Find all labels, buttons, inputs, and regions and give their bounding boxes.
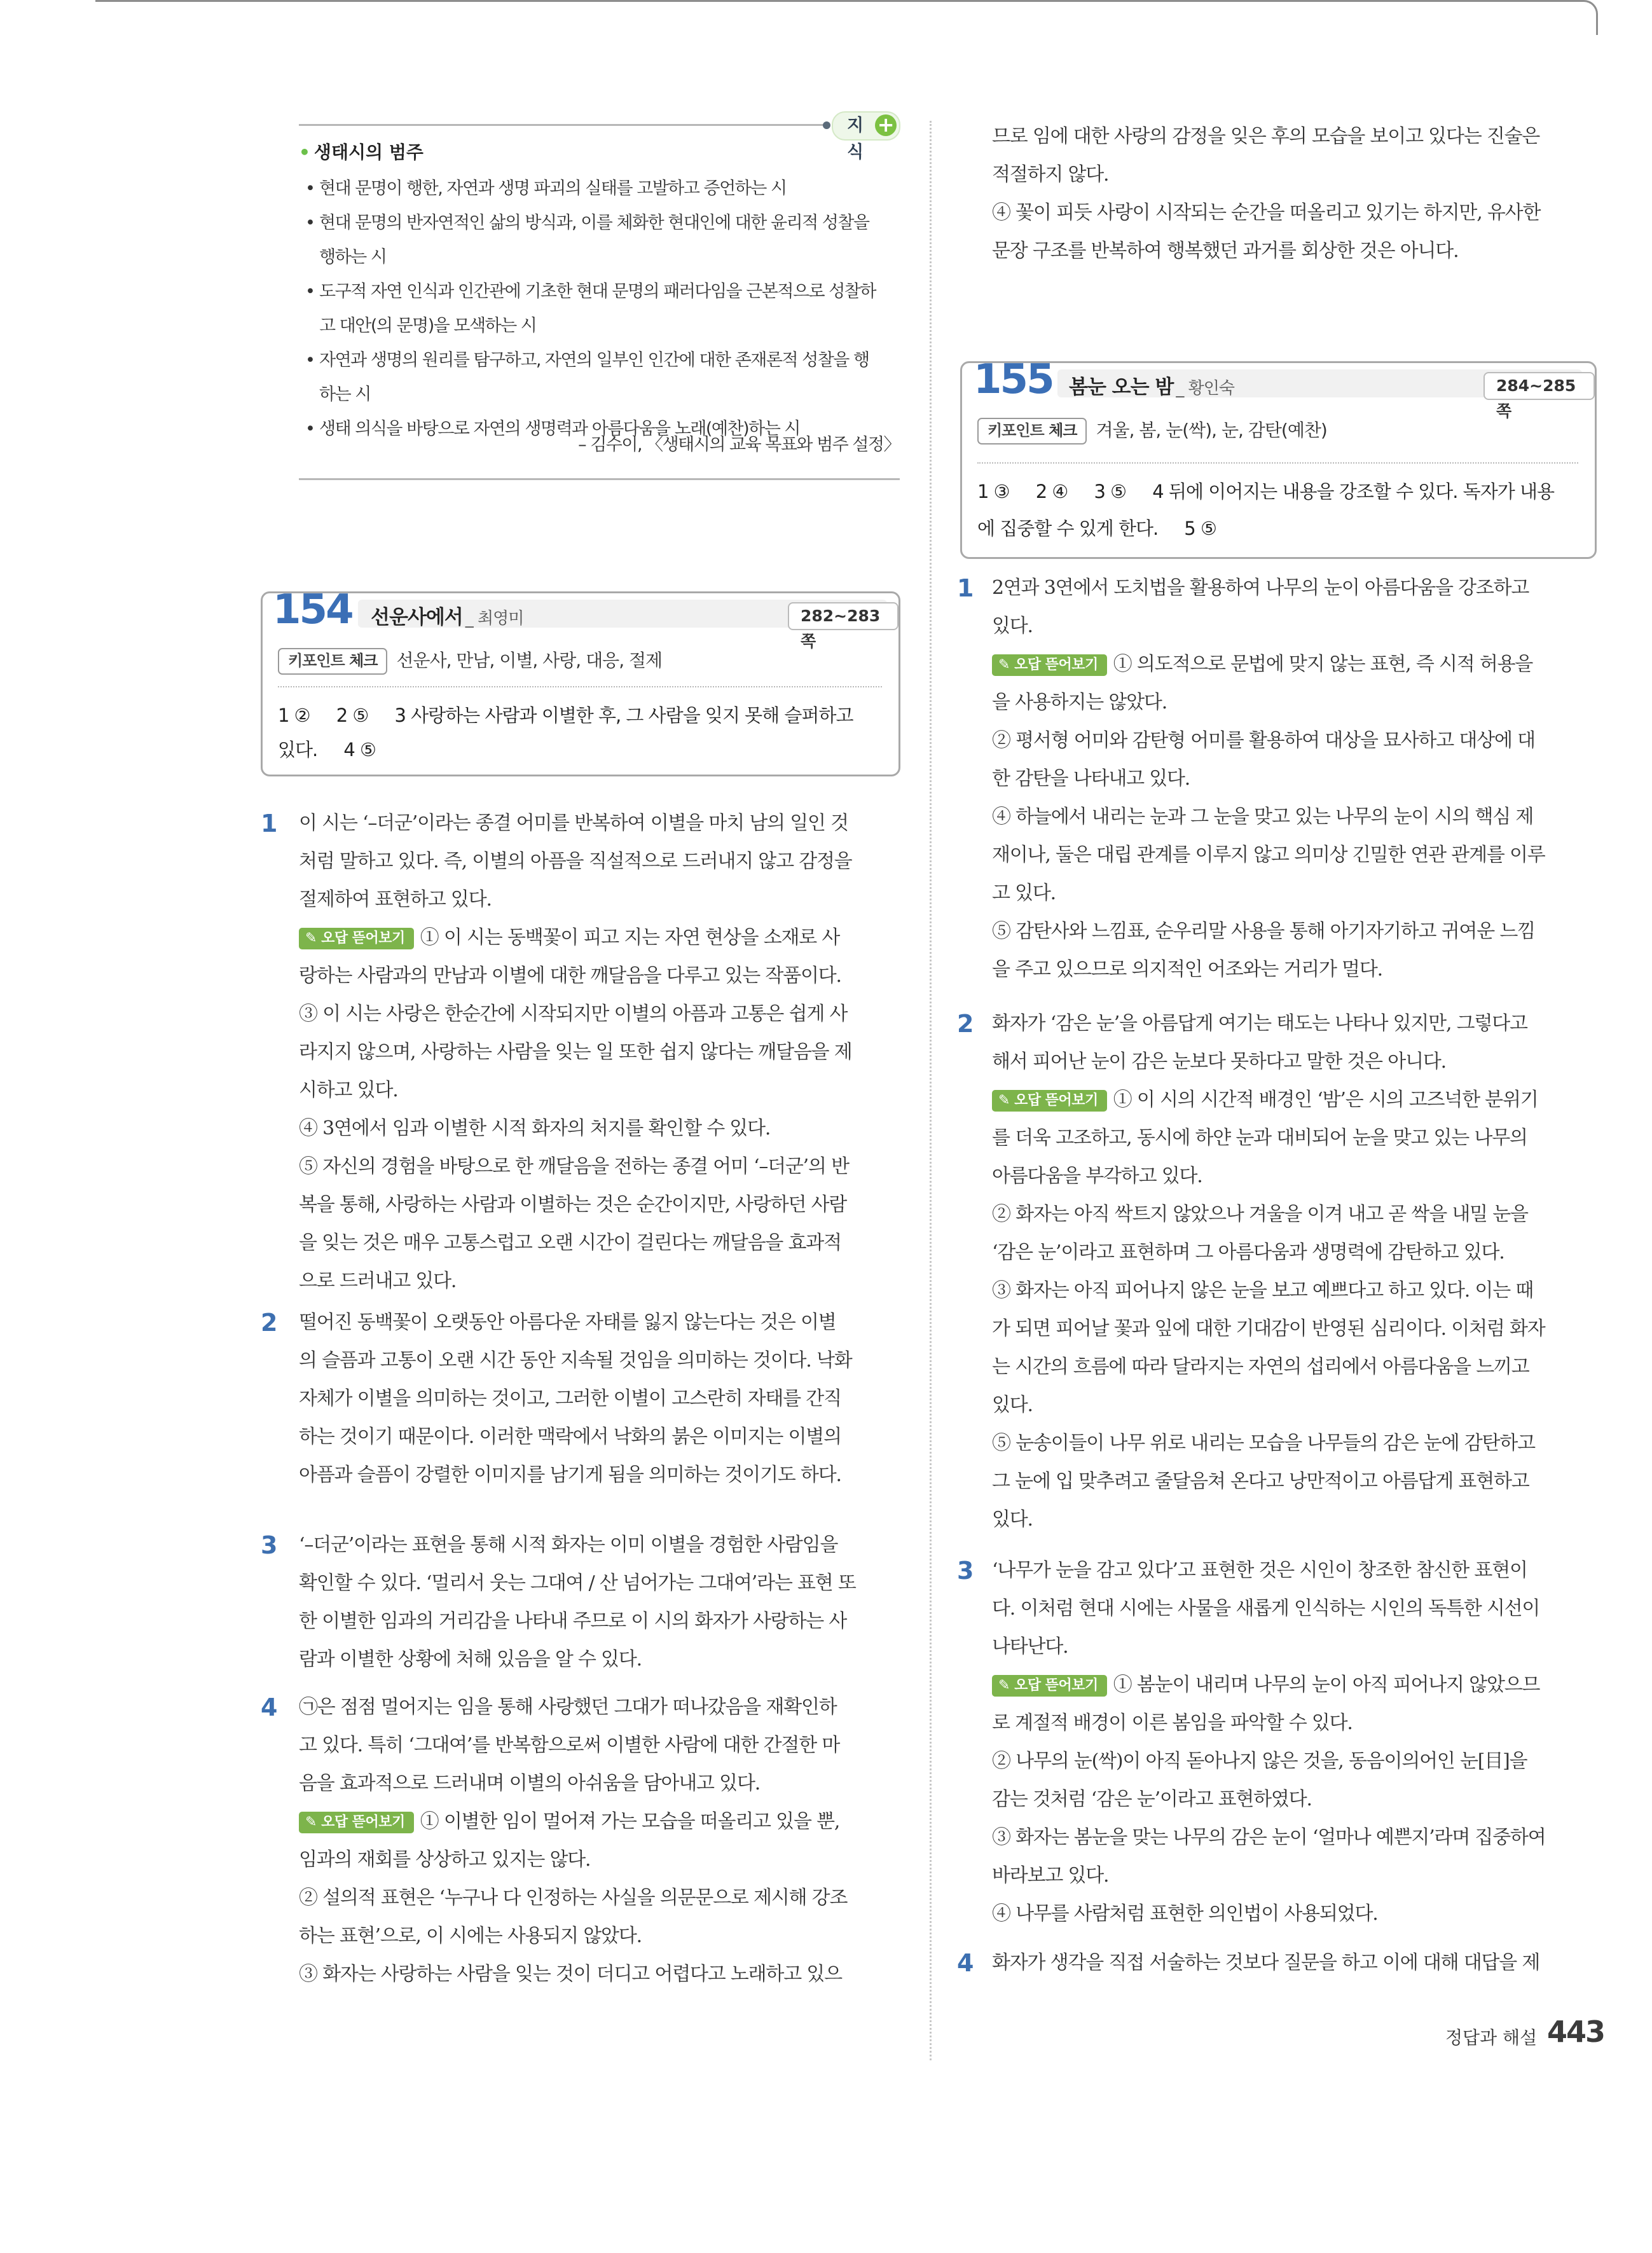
text-span: ① 봄눈이 내리며 나무의 눈이 아직 피어나지 않았으므 [1113,1674,1540,1696]
text-line: 므로 임에 대한 사랑의 감정을 잊은 후의 모습을 보이고 있다는 진술은 [992,125,1540,148]
text-line [299,1071,903,1110]
poem-author: _ 황인숙 [1176,379,1234,398]
text-line: 적절하지 않다. [992,163,1109,186]
text-span: 라지지 않으며, 사랑하는 사람을 잊는 일 또한 쉽지 않다는 깨달음을 제 [299,1041,852,1063]
explanation-item [957,1005,1596,1539]
text-span: 떨어진 동백꽃이 오랫동안 아름다운 자태를 잃지 않는다는 것은 이별 [299,1311,836,1333]
text-line [299,957,903,995]
text-line [992,1195,1596,1234]
plus-icon: + [875,114,897,136]
text-span: 재이나, 둘은 대립 관계를 이루지 않고 의미상 긴밀한 연관 관계를 이루 [992,844,1545,866]
text-span: 절제하여 표현하고 있다. [299,888,492,911]
text-span: 를 더욱 고조하고, 동시에 하얀 눈과 대비되어 눈을 맞고 있는 나무의 [992,1127,1527,1149]
text-line [299,1917,903,1955]
knowledge-badge-label: 지식 [847,116,864,162]
item-number: 2 [957,1010,974,1038]
text-span: 의 슬픔과 고통이 오랜 시간 동안 지속될 것임을 의미하는 것이다. 낙화 [299,1349,852,1372]
text-line [992,1272,1596,1310]
text-span: 는 시간의 흐름에 따라 달라지는 자연의 섭리에서 아름다움을 느끼고 [992,1356,1529,1378]
text-line [299,1342,903,1380]
text-span: 을 잊는 것은 매우 고통스럽고 오랜 시간이 걸린다는 깨달음을 효과적 [299,1232,841,1254]
text-span: 한 이별한 임과의 거리감을 나타내 주므로 이 시의 화자가 사랑하는 사 [299,1610,847,1632]
answer-number: 155 [974,356,1053,403]
answer-number: 154 [273,586,352,633]
text-line [299,1602,903,1641]
text-line [992,1386,1596,1424]
odap-badge: ✎ 오답 뜯어보기 [992,1675,1107,1697]
text-span: 을 주고 있으므로 의지적인 어조와는 거리가 멀다. [992,958,1382,981]
text-span: ⑤ 눈송이들이 나무 위로 내리는 모습을 나무들의 감은 눈에 감탄하고 [992,1432,1535,1454]
answer-box-154 [261,586,900,776]
answer-box-155 [960,356,1597,559]
text-span: 하는 것이기 때문이다. 이러한 맥락에서 낙화의 붉은 이미지는 이별의 [299,1426,841,1448]
text-span: 화자가 ‘감은 눈’을 아름답게 여기는 태도는 나타나 있지만, 그렇다고 [992,1012,1527,1035]
text-line [299,1526,903,1564]
item-number: 3 [261,1531,277,1559]
text-line [299,843,903,881]
item-body [299,1688,903,1994]
text-span: 있다. [992,615,1033,637]
text-line: ④ 꽃이 피듯 사랑이 시작되는 순간을 떠올리고 있기는 하지만, 유사한 [992,202,1541,224]
text-line [992,1463,1596,1501]
text-line [992,1234,1596,1272]
keypoint-badge-b: 체크 [349,652,378,670]
text-span: 고 있다. 특히 ‘그대여’를 반복함으로써 이별한 사람에 대한 간절한 마 [299,1734,840,1756]
text-span: 하는 표현’으로, 이 시에는 사용되지 않았다. [299,1925,642,1947]
text-span: 바라보고 있다. [992,1864,1109,1887]
text-line [299,919,903,957]
text-line [299,995,903,1033]
text-span: 으로 드러내고 있다. [299,1270,457,1292]
item-number: 1 [957,574,974,602]
poem-title: 봄눈 오는 밤 [1069,376,1174,399]
text-span: 자체가 이별을 의미하는 것이고, 그러한 이별이 고스란히 자태를 간직 [299,1388,841,1410]
text-span: 한 감탄을 나타내고 있다. [992,768,1190,790]
text-span: ‘–더군’이라는 표현을 통해 시적 화자는 이미 이별을 경험한 사람임을 [299,1534,838,1556]
poem-title: 선운사에서 [371,606,463,629]
knowledge-item-cont: 행하는 시 [319,247,387,267]
odap-badge: ✎ 오답 뜯어보기 [992,654,1107,676]
odap-badge: ✎ 오답 뜯어보기 [299,1812,414,1833]
text-span: 랑하는 사람과의 만남과 이별에 대한 깨달음을 다루고 있는 작품이다. [299,965,841,987]
text-line [992,1590,1596,1628]
text-span: 나타난다. [992,1636,1068,1658]
page-range-badge: 282~283쪽 [788,602,898,630]
text-line [992,722,1596,760]
text-line [992,1666,1596,1704]
text-line [992,874,1596,913]
text-span: 복을 통해, 사랑하는 사람과 이별하는 것은 순간이지만, 사랑하던 사람 [299,1194,847,1216]
text-span: 감는 것처럼 ‘감은 눈’이라고 표현하였다. [992,1788,1312,1810]
knowledge-title-text: 생태시의 범주 [313,142,423,163]
text-span: 있다. [992,1508,1033,1531]
text-span: ① 이별한 임이 멀어져 가는 모습을 떠올리고 있을 뿐, [420,1810,840,1833]
knowledge-item: • 생태 의식을 바탕으로 자연의 생명력과 아름다움을 노래(예찬)하는 시 [299,412,900,446]
text-span: ⑤ 감탄사와 느낌표, 순우리말 사용을 통해 아기자기하고 귀여운 느낌 [992,920,1535,942]
text-line [299,1224,903,1262]
text-line: 문장 구조를 반복하여 행복했던 과거를 회상한 것은 아니다. [992,240,1459,262]
keypoint-badge [977,418,1087,444]
text-span: 임과의 재회를 상상하고 있지는 않다. [299,1849,591,1871]
text-line [992,1501,1596,1539]
knowledge-rule [299,124,827,126]
text-span: ‘나무가 눈을 감고 있다’고 표현한 것은 시인이 창조한 참신한 표현이 [992,1559,1527,1581]
explanation-item [261,1526,903,1679]
bullet-dot-icon: • [299,142,310,163]
knowledge-item: • 현대 문명이 행한, 자연과 생명 파괴의 실태를 고발하고 증언하는 시 [299,172,900,206]
poem-author: _ 최영미 [465,609,524,628]
text-span: 아름다움을 부각하고 있다. [992,1165,1202,1187]
text-span: ① 이 시의 시간적 배경인 ‘밤’은 시의 고즈넉한 분위기 [1113,1089,1538,1111]
knowledge-list [299,172,900,446]
knowledge-item-cont: 하는 시 [319,385,371,404]
item-body [299,1526,903,1679]
text-line [299,1879,903,1917]
text-line [992,569,1596,607]
keypoint-badge-b: 체크 [1049,422,1077,439]
explanation-item [957,1552,1596,1933]
footer-label: 정답과 해설 [1445,2027,1538,2048]
keywords: 선운사, 만남, 이별, 사랑, 대응, 절제 [396,650,663,671]
item-number: 4 [957,1949,974,1977]
answer-title [1069,371,1234,399]
text-line [992,1119,1596,1157]
text-span: ③ 화자는 봄눈을 맞는 나무의 감은 눈이 ‘얼마나 예쁜지’라며 집중하여 [992,1826,1546,1849]
text-line [992,1857,1596,1895]
text-span: 로 계절적 배경이 이른 봄임을 파악할 수 있다. [992,1712,1353,1734]
text-line [299,1262,903,1300]
answer-line: 있다. 4 ⑤ [278,739,376,761]
answer-line: 1 ③ 2 ④ 3 ⑤ 4 뒤에 이어지는 내용을 강조할 수 있다. 독자가 내용 [977,481,1554,502]
text-line [299,1641,903,1679]
text-span: ② 나무의 눈(싹)이 아직 돋아나지 않은 것을, 동음이의어인 눈[目]을 [992,1750,1527,1772]
keywords: 겨울, 봄, 눈(싹), 눈, 감탄(예찬) [1096,420,1327,441]
continuation-text [992,118,1540,270]
text-span: ② 평서형 어미와 감탄형 어미를 활용하여 대상을 묘사하고 대상에 대 [992,729,1535,752]
text-span: ③ 이 시는 사랑은 한순간에 시작되지만 이별의 아픔과 고통은 쉽게 사 [299,1003,848,1025]
keypoint-badge-a: 키포인트 [288,652,350,670]
item-body [299,1304,903,1494]
text-line [992,1348,1596,1386]
text-line [299,804,903,843]
page-frame [95,0,1598,35]
text-line [299,1148,903,1186]
text-span: 있다. [992,1394,1033,1416]
knowledge-item: • 현대 문명의 반자연적인 삶의 방식과, 이를 체화한 현대인에 대한 윤리적 성찰을 [299,206,900,240]
text-line [992,645,1596,684]
knowledge-source: – 김수이, 〈생태시의 교육 목표와 범주 설정〉 [578,435,900,455]
item-body [299,804,903,1300]
text-span: 화자가 생각을 직접 서술하는 것보다 질문을 하고 이에 대해 대답을 제 [992,1952,1540,1974]
knowledge-bottom-rule [299,478,900,480]
text-span: ④ 나무를 사람처럼 표현한 의인법이 사용되었다. [992,1903,1378,1925]
page-range-badge: 284~285쪽 [1483,372,1595,400]
text-span: 가 되면 피어날 꽃과 잎에 대한 기대감이 반영된 심리이다. 이처럼 화자 [992,1318,1545,1340]
text-line [299,1726,903,1765]
text-line [992,1742,1596,1781]
text-span: ② 화자는 아직 싹트지 않았으나 겨울을 이겨 내고 곧 싹을 내밀 눈을 [992,1203,1528,1225]
text-span: 을 사용하지는 않았다. [992,691,1167,713]
item-number: 3 [957,1557,974,1585]
text-span: 음을 효과적으로 드러내며 이별의 아쉬움을 담아내고 있다. [299,1772,761,1795]
text-line [992,951,1596,989]
text-span: ‘감은 눈’이라고 표현하며 그 아름다움과 생명력에 감탄하고 있다. [992,1241,1504,1264]
odap-badge: ✎ 오답 뜯어보기 [992,1090,1107,1112]
keypoint-badge-a: 키포인트 [988,422,1049,439]
text-line [299,1765,903,1803]
keypoint-line [977,417,1327,444]
text-line [992,1704,1596,1742]
text-line [992,607,1596,645]
dotted-divider [278,686,882,687]
answer-title [371,601,523,630]
item-number: 1 [261,810,277,837]
text-line [992,1424,1596,1463]
text-line [992,798,1596,836]
explanation-item [957,569,1596,989]
item-number: 2 [261,1309,277,1337]
text-span: ④ 3연에서 임과 이별한 시적 화자의 처지를 확인할 수 있다. [299,1117,771,1140]
explanation-item [261,1304,903,1494]
text-line [992,1552,1596,1590]
text-span: 해서 피어난 눈이 감은 눈보다 못하다고 말한 것은 아니다. [992,1051,1446,1073]
text-line [992,1781,1596,1819]
text-line [299,1841,903,1879]
keypoint-line [278,647,662,675]
text-span: ① 이 시는 동백꽃이 피고 지는 자연 현상을 소재로 사 [420,927,840,949]
answer-line: 에 집중할 수 있게 한다. 5 ⑤ [977,518,1216,539]
knowledge-title [299,139,423,164]
text-line [992,1310,1596,1348]
text-line [299,1418,903,1456]
item-body [992,1552,1596,1933]
text-span: ③ 화자는 아직 피어나지 않은 눈을 보고 예쁘다고 하고 있다. 이는 때 [992,1279,1534,1302]
text-span: ① 의도적으로 문법에 맞지 않는 표현, 즉 시적 허용을 [1113,653,1533,675]
text-line [992,1157,1596,1195]
text-line [299,1564,903,1602]
text-line [992,1081,1596,1119]
text-line [992,684,1596,722]
text-span: 확인할 수 있다. ‘멀리서 웃는 그대여 / 산 넘어가는 그대여’라는 표현 또 [299,1572,856,1594]
text-line [299,1380,903,1418]
text-span: ③ 화자는 사랑하는 사람을 잊는 것이 더디고 어렵다고 노래하고 있으 [299,1963,842,1985]
answer-line: 1 ② 2 ⑤ 3 사랑하는 사람과 이별한 후, 그 사람을 잊지 못해 슬퍼하고 [278,705,853,726]
text-span: 이 시는 ‘–더군’이라는 종결 어미를 반복하여 이별을 마치 남의 일인 것 [299,812,848,834]
text-line [299,1304,903,1342]
text-span: ④ 하늘에서 내리는 눈과 그 눈을 맞고 있는 나무의 눈이 시의 핵심 제 [992,806,1534,828]
text-span: 처럼 말하고 있다. 즉, 이별의 아픔을 직설적으로 드러내지 않고 감정을 [299,850,852,872]
text-span: 시하고 있다. [299,1079,398,1101]
text-line [299,1110,903,1148]
knowledge-item: • 도구적 자연 인식과 인간관에 기초한 현대 문명의 패러다임을 근본적으로 성찰하 [299,275,900,309]
text-line [299,1803,903,1841]
dotted-divider [977,462,1578,464]
text-line [992,1944,1596,1982]
text-span: 2연과 3연에서 도치법을 활용하여 나무의 눈이 아름다움을 강조하고 [992,577,1529,599]
page-number: 443 [1547,2015,1605,2049]
text-line [299,1955,903,1994]
text-line [992,1819,1596,1857]
knowledge-item: • 자연과 생명의 원리를 탐구하고, 자연의 일부인 인간에 대한 존재론적 성찰을 행 [299,343,900,378]
text-line [992,1895,1596,1933]
text-span: 그 눈에 입 맞추려고 줄달음쳐 온다고 낭만적이고 아름답게 표현하고 [992,1470,1529,1492]
text-line [992,1043,1596,1081]
keypoint-badge [278,648,387,675]
text-line [992,1005,1596,1043]
text-span: ㉠은 점점 멀어지는 임을 통해 사랑했던 그대가 떠나갔음을 재확인하 [299,1696,837,1718]
text-line [299,1688,903,1726]
text-span: 아픔과 슬픔이 강렬한 이미지를 남기게 됨을 의미하는 것이기도 하다. [299,1464,841,1486]
knowledge-badge [832,111,900,162]
text-line [299,1456,903,1494]
item-body [992,569,1596,989]
explanation-item [261,804,903,1300]
text-line [299,1033,903,1071]
text-line [299,881,903,919]
text-span: 고 있다. [992,882,1056,904]
text-line [299,1186,903,1224]
item-number: 4 [261,1693,277,1721]
text-line [992,760,1596,798]
column-divider [930,121,932,2060]
text-span: ② 설의적 표현은 ‘누구나 다 인정하는 사실을 의문문으로 제시해 강조 [299,1887,848,1909]
explanation-item [957,1944,1596,1982]
text-span: 다. 이처럼 현대 시에는 사물을 새롭게 인식하는 시인의 독특한 시선이 [992,1597,1540,1620]
odap-badge: ✎ 오답 뜯어보기 [299,928,414,949]
item-body [992,1944,1596,1982]
item-body [992,1005,1596,1539]
explanation-item [261,1688,903,1994]
knowledge-item-cont: 고 대안(의 문명)을 모색하는 시 [319,316,537,336]
text-line [992,1628,1596,1666]
text-span: ⑤ 자신의 경험을 바탕으로 한 깨달음을 전하는 종결 어미 ‘–더군’의 반 [299,1155,849,1178]
text-line [992,913,1596,951]
text-line [992,836,1596,874]
text-span: 람과 이별한 상황에 처해 있음을 알 수 있다. [299,1648,642,1671]
